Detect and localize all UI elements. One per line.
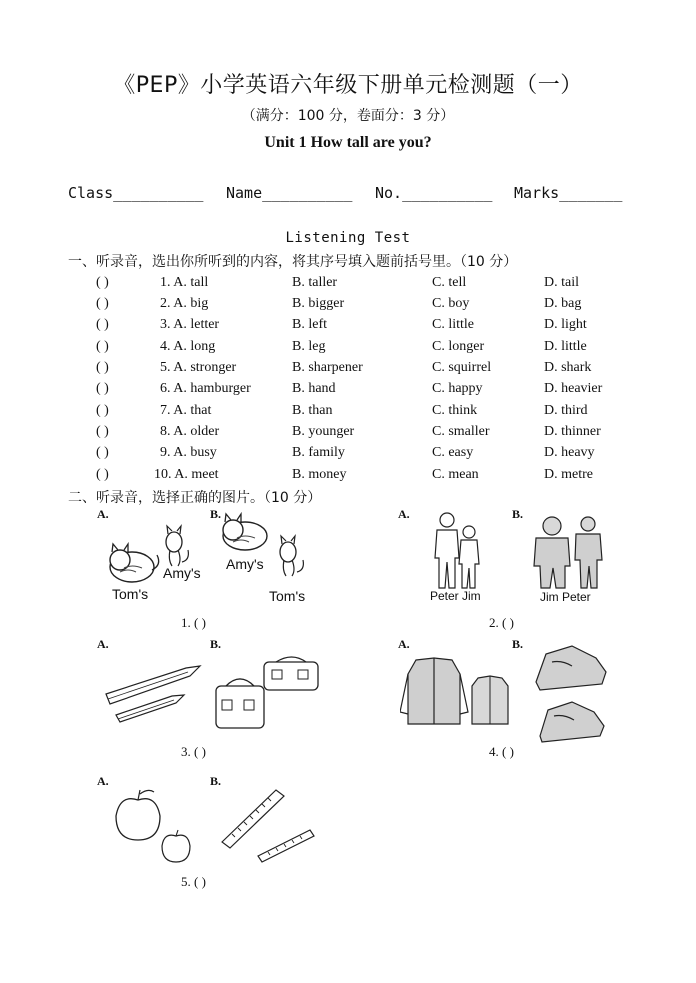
boys-picture-b[interactable] <box>530 512 610 590</box>
picture-label-b: B. <box>210 507 222 521</box>
option-b: B. taller <box>292 275 338 290</box>
caption-toms: Tom's <box>112 586 149 602</box>
option-c: C. mean <box>432 467 479 482</box>
option-b: B. money <box>292 467 347 482</box>
listening-test-heading: Listening Test <box>285 230 411 246</box>
answer-4[interactable]: 4. ( ) <box>489 744 514 759</box>
answer-blank[interactable]: ( ) <box>96 403 109 418</box>
option-c: C. happy <box>432 381 483 396</box>
option-c: C. tell <box>432 275 467 290</box>
answer-5[interactable]: 5. ( ) <box>181 874 206 889</box>
option-b: B. hand <box>292 381 336 396</box>
picture-label-a: A. <box>97 507 109 521</box>
option-a: 5. A. stronger <box>160 360 237 375</box>
marks-field: Marks_______ <box>514 184 623 202</box>
option-d: D. little <box>544 339 587 354</box>
option-d: D. tail <box>544 275 579 290</box>
option-b: B. bigger <box>292 296 345 311</box>
name-field: Name__________ <box>226 184 353 202</box>
number-field: No.__________ <box>375 184 493 202</box>
option-a: 2. A. big <box>160 296 209 311</box>
page-title: 《PEP》小学英语六年级下册单元检测题（一） <box>113 73 583 98</box>
rulers-picture-b[interactable] <box>218 786 318 864</box>
answer-blank[interactable]: ( ) <box>96 317 109 332</box>
option-a: 6. A. hamburger <box>160 381 251 396</box>
picture-label-a: A. <box>398 507 410 521</box>
option-b: B. than <box>292 403 333 418</box>
option-d: D. third <box>544 403 588 418</box>
caption-toms: Tom's <box>269 588 306 604</box>
option-c: C. boy <box>432 296 470 311</box>
shoes-picture-b[interactable] <box>532 638 612 744</box>
picture-label-b: B. <box>210 637 222 651</box>
boys-picture-a[interactable] <box>425 510 495 590</box>
caption-peter-jim: Peter Jim <box>430 589 481 603</box>
option-d: D. light <box>544 317 587 332</box>
class-field: Class__________ <box>68 184 204 202</box>
picture-label-a: A. <box>97 637 109 651</box>
option-c: C. little <box>432 317 474 332</box>
answer-blank[interactable]: ( ) <box>96 296 109 311</box>
option-a: 4. A. long <box>160 339 216 354</box>
option-b: B. younger <box>292 424 355 439</box>
answer-blank[interactable]: ( ) <box>96 424 109 439</box>
answer-blank[interactable]: ( ) <box>96 360 109 375</box>
option-a: 10. A. meet <box>154 467 219 482</box>
option-b: B. left <box>292 317 327 332</box>
option-a: 9. A. busy <box>160 445 217 460</box>
answer-blank[interactable]: ( ) <box>96 467 109 482</box>
bags-picture-b[interactable] <box>212 652 327 732</box>
caption-amys: Amy's <box>226 556 264 572</box>
answer-blank[interactable]: ( ) <box>96 381 109 396</box>
option-a: 7. A. that <box>160 403 212 418</box>
shirts-picture-a[interactable] <box>400 654 512 728</box>
option-a: 3. A. letter <box>160 317 220 332</box>
option-c: C. squirrel <box>432 360 492 375</box>
option-b: B. sharpener <box>292 360 363 375</box>
section1-heading: 一、听录音，选出你所听到的内容，将其序号填入题前括号里。（10 分） <box>68 254 518 270</box>
option-b: B. family <box>292 445 345 460</box>
section2-heading: 二、听录音，选择正确的图片。（10 分） <box>68 490 322 506</box>
answer-1[interactable]: 1. ( ) <box>181 615 206 630</box>
option-c: C. smaller <box>432 424 490 439</box>
option-d: D. heavier <box>544 381 603 396</box>
option-c: C. think <box>432 403 478 418</box>
caption-jim-peter: Jim Peter <box>540 590 591 604</box>
option-d: D. shark <box>544 360 592 375</box>
picture-label-a: A. <box>97 774 109 788</box>
option-c: C. longer <box>432 339 485 354</box>
option-b: B. leg <box>292 339 326 354</box>
answer-2[interactable]: 2. ( ) <box>489 615 514 630</box>
unit-title: Unit 1 How tall are you? <box>264 134 432 151</box>
answer-3[interactable]: 3. ( ) <box>181 744 206 759</box>
apples-picture-a[interactable] <box>112 788 197 868</box>
caption-amys: Amy's <box>163 565 201 581</box>
picture-label-b: B. <box>512 637 524 651</box>
picture-label-b: B. <box>512 507 524 521</box>
option-d: D. bag <box>544 296 582 311</box>
option-d: D. thinner <box>544 424 601 439</box>
pencils-picture-a[interactable] <box>102 660 202 725</box>
score-subtitle: （满分：100 分，卷面分：3 分） <box>241 108 455 124</box>
answer-blank[interactable]: ( ) <box>96 339 109 354</box>
option-a: 1. A. tall <box>160 275 209 290</box>
picture-label-a: A. <box>398 637 410 651</box>
option-c: C. easy <box>432 445 474 460</box>
picture-label-b: B. <box>210 774 222 788</box>
option-d: D. heavy <box>544 445 595 460</box>
option-a: 8. A. older <box>160 424 220 439</box>
option-d: D. metre <box>544 467 593 482</box>
answer-blank[interactable]: ( ) <box>96 445 109 460</box>
answer-blank[interactable]: ( ) <box>96 275 109 290</box>
